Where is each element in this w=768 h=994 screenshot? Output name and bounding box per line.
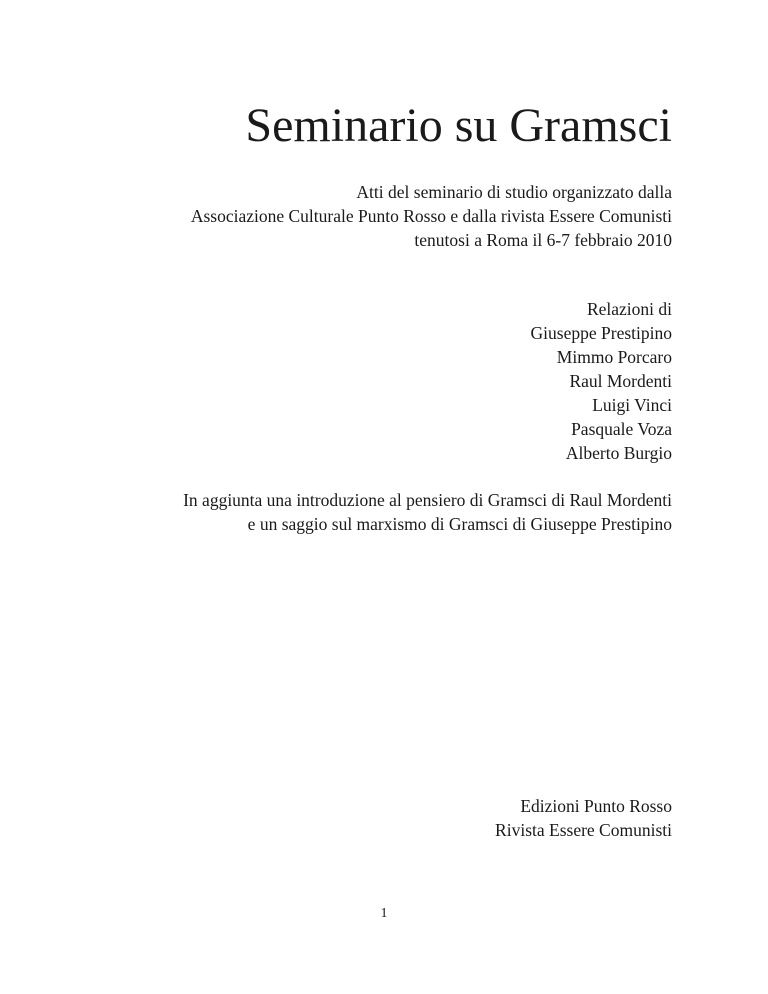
author-name: Alberto Burgio: [565, 443, 672, 463]
addendum-line: In aggiunta una introduzione al pensiero di Gramsci di Raul Mordenti: [183, 490, 672, 510]
publisher-name: Rivista Essere Comunisti: [495, 820, 672, 840]
author-name: Pasquale Voza: [571, 419, 672, 439]
authors-list: [531, 297, 672, 465]
page-number: 1: [380, 906, 388, 921]
subtitle: [191, 180, 672, 252]
subtitle-line: Atti del seminario di studio organizzato dalla: [356, 182, 672, 202]
author-name: Giuseppe Prestipino: [530, 323, 672, 343]
publisher-name: Edizioni Punto Rosso: [520, 796, 672, 816]
page-title: Seminario su Gramsci: [245, 99, 672, 152]
subtitle-line: Associazione Culturale Punto Rosso e dalla rivista Essere Comunisti: [190, 206, 672, 226]
addendum-note: [183, 488, 672, 536]
author-name: Luigi Vinci: [592, 395, 672, 415]
author-name: Raul Mordenti: [569, 371, 672, 391]
authors-heading: Relazioni di: [586, 299, 672, 319]
author-name: Mimmo Porcaro: [556, 347, 672, 367]
addendum-line: e un saggio sul marxismo di Gramsci di Giuseppe Prestipino: [247, 514, 672, 534]
publishers: [495, 794, 672, 842]
subtitle-line: tenutosi a Roma il 6-7 febbraio 2010: [414, 230, 672, 250]
